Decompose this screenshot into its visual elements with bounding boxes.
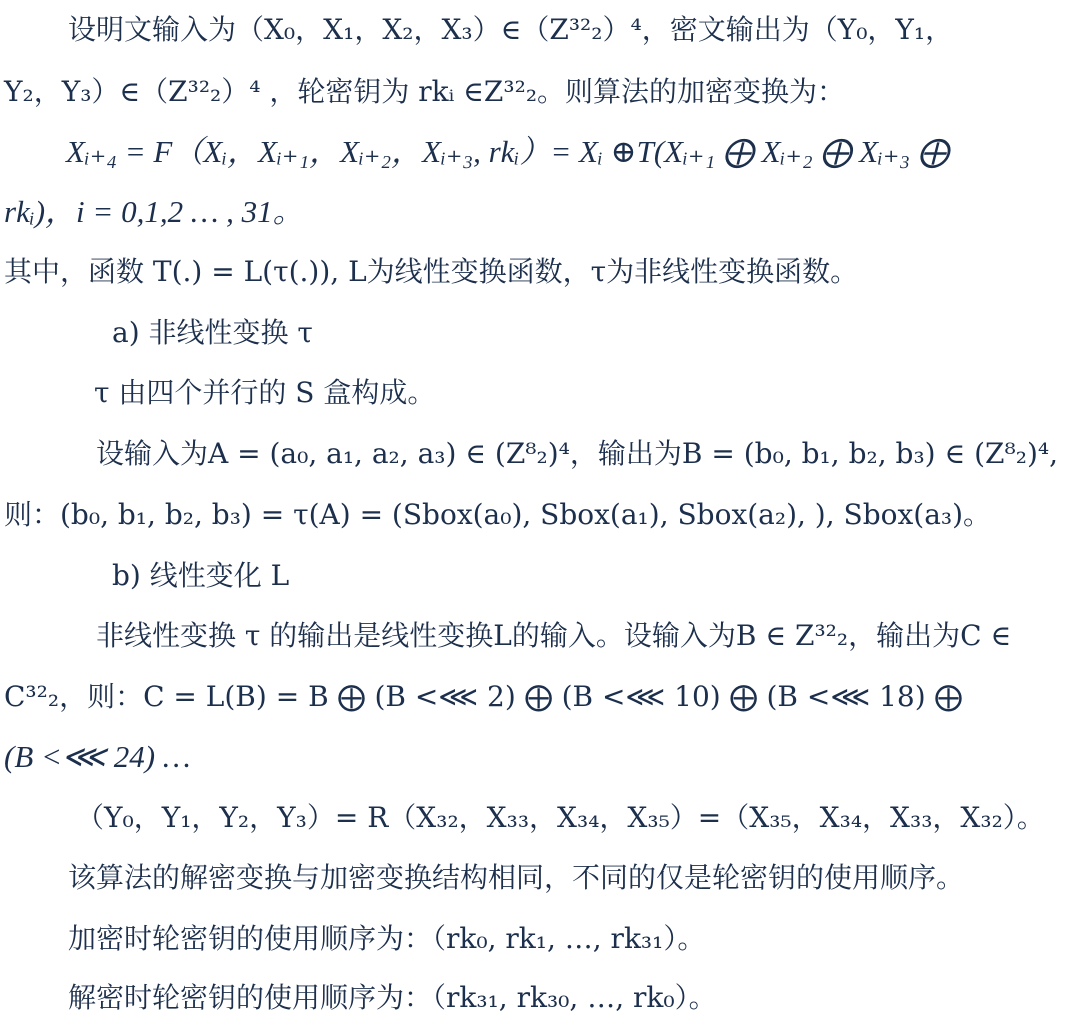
text-line-16: 加密时轮密钥的使用顺序为：（rk₀, rk₁, …, rk₃₁）。	[68, 922, 706, 955]
section-heading-a: a) 非线性变换 τ	[112, 316, 313, 349]
text-line-9: 则：(b₀, b₁, b₂, b₃) = τ(A) = (Sbox(a₀), Sbox(a₁), Sbox(a₂), ), Sbox(a₃)。	[4, 498, 992, 531]
text-line-1: 设明文输入为（X₀，X₁，X₂，X₃）∈（Z³²₂）⁴，密文输出为（Y₀，Y₁，	[68, 13, 954, 46]
encryption-formula-line-2: rkᵢ)，i = 0,1,2 … , 31。	[4, 194, 304, 229]
text-line-11: 非线性变换 τ 的输出是线性变换L的输入。设输入为B ∈ Z³²₂，输出为C ∈	[96, 619, 1012, 652]
text-line-8: 设输入为A = (a₀, a₁, a₂, a₃) ∈ (Z⁸₂)⁴，输出为B = (b₀, b₁, b₂, b₃) ∈ (Z⁸₂)⁴,	[96, 437, 1058, 470]
text-line-5: 其中，函数 T(.) = L(τ(.)), L为线性变换函数，τ为非线性变换函数。	[4, 255, 859, 288]
section-heading-b: b) 线性变化 L	[112, 559, 290, 592]
text-line-15: 该算法的解密变换与加密变换结构相同，不同的仅是轮密钥的使用顺序。	[68, 861, 965, 894]
text-line-2: Y₂，Y₃）∈（Z³²₂）⁴ ，轮密钥为 rkᵢ ∈Z³²₂。则算法的加密变换为：	[4, 75, 846, 108]
text-line-7: τ 由四个并行的 S 盒构成。	[94, 376, 436, 409]
text-line-17: 解密时轮密钥的使用顺序为：（rk₃₁, rk₃₀, …, rk₀）。	[68, 981, 717, 1014]
text-line-13: (B <⋘ 24) …	[4, 739, 191, 774]
text-line-12: C³²₂，则：C = L(B) = B ⨁ (B <⋘ 2) ⨁ (B <⋘ 10) ⨁ (B <⋘ 18) ⨁	[4, 680, 963, 713]
text-line-14: （Y₀，Y₁，Y₂，Y₃）= R（X₃₂，X₃₃，X₃₄，X₃₅）=（X₃₅，X₃₄，X₃₃，X₃₂）。	[76, 801, 1045, 834]
encryption-formula-line-1: Xᵢ₊₄ = F（Xᵢ，Xᵢ₊₁，Xᵢ₊₂，Xᵢ₊₃, rkᵢ）= Xᵢ ⊕T(Xᵢ₊₁ ⨁ Xᵢ₊₂ ⨁ Xᵢ₊₃ ⨁	[66, 134, 949, 169]
